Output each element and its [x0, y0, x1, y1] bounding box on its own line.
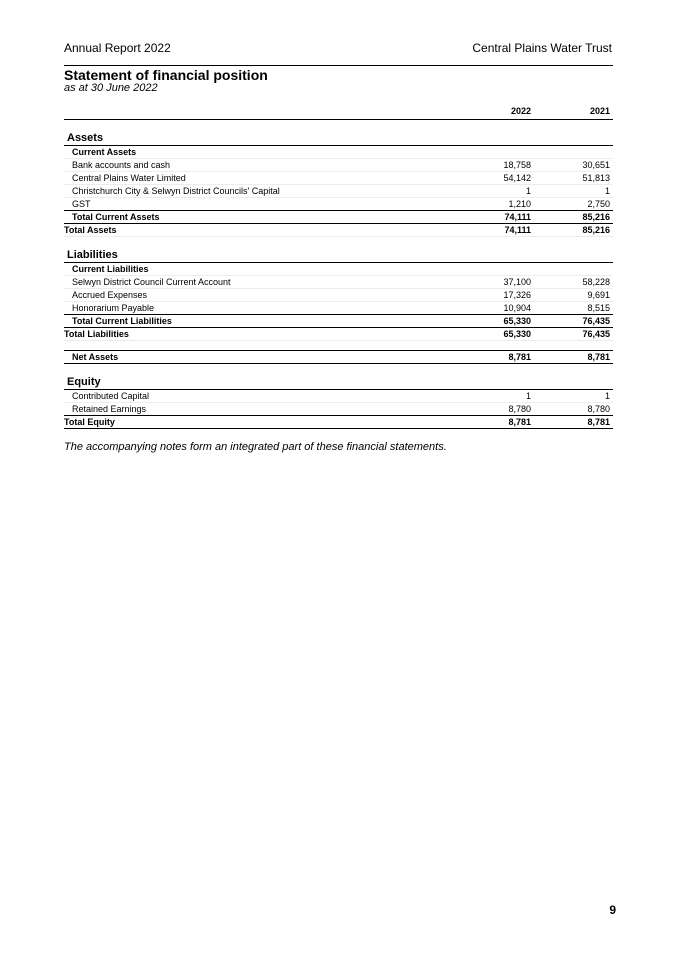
table-row: GST 1,210 2,750: [64, 198, 613, 211]
page-number: 9: [609, 903, 616, 917]
section-heading-liabilities: Liabilities: [64, 247, 613, 263]
column-header-2022: 2022: [510, 106, 531, 116]
table-row: Christchurch City & Selwyn District Councils' Capital 1 1: [64, 185, 613, 198]
total-current-assets-row: Total Current Assets 74,111 85,216: [64, 211, 613, 224]
organisation-name-header: Central Plains Water Trust: [472, 41, 612, 55]
section-heading-equity: Equity: [64, 374, 613, 390]
table-row: Contributed Capital 1 1: [64, 390, 613, 403]
header-divider: [64, 65, 613, 66]
table-row: Central Plains Water Limited 54,142 51,813: [64, 172, 613, 185]
table-row: Honorarium Payable 10,904 8,515: [64, 302, 613, 315]
financial-position-table: [64, 104, 613, 429]
column-header-row: [64, 104, 613, 120]
total-liabilities-row: Total Liabilities 65,330 76,435: [64, 328, 613, 341]
table-row: Bank accounts and cash 18,758 30,651: [64, 159, 613, 172]
column-header-2021: 2021: [589, 106, 610, 116]
net-assets-row: Net Assets 8,781 8,781: [64, 350, 613, 364]
table-row: Selwyn District Council Current Account 37,100 58,228: [64, 276, 613, 289]
statement-title: Statement of financial position: [64, 67, 268, 83]
total-current-liabilities-row: Total Current Liabilities 65,330 76,435: [64, 315, 613, 328]
table-row: Retained Earnings 8,780 8,780: [64, 403, 613, 416]
statement-footnote: The accompanying notes form an integrated part of these financial statements.: [64, 441, 447, 453]
total-assets-row: Total Assets 74,111 85,216: [64, 224, 613, 237]
subheading-current-assets: Current Assets: [64, 146, 613, 159]
report-title-header: Annual Report 2022: [64, 41, 171, 55]
subheading-current-liabilities: Current Liabilities: [64, 263, 613, 276]
total-equity-row: Total Equity 8,781 8,781: [64, 416, 613, 429]
section-heading-assets: Assets: [64, 130, 613, 146]
table-row: Accrued Expenses 17,326 9,691: [64, 289, 613, 302]
statement-subtitle: as at 30 June 2022: [64, 82, 158, 94]
